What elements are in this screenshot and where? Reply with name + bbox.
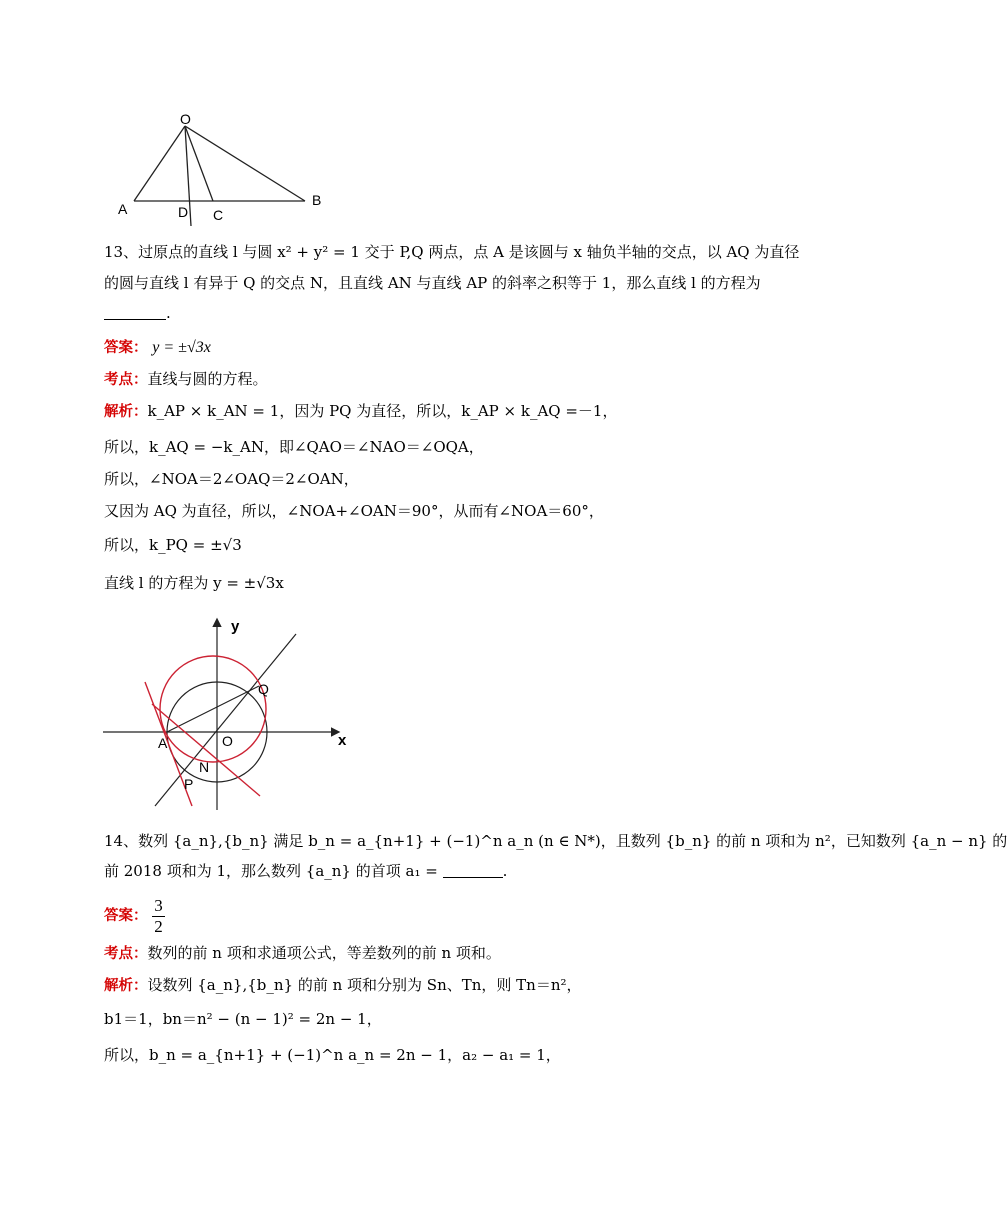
q14-step2: b1＝1，bn＝n² − (n − 1)² = 2n − 1， — [104, 1010, 382, 1028]
topic-label: 考点： — [104, 372, 148, 388]
q13-topic-row — [104, 368, 268, 391]
segment-aq — [167, 686, 259, 732]
circle-figure — [100, 610, 360, 814]
q13-step6: 直线 l 的方程为 y = ±√3x — [104, 574, 284, 592]
segment-ob — [185, 126, 305, 201]
q13-answer: y = ±√3x — [152, 339, 211, 356]
fraction-numerator: 3 — [154, 895, 163, 915]
answer-label: 答案： — [104, 908, 148, 924]
q14-answer-row — [104, 892, 165, 939]
label-y: y — [231, 618, 240, 635]
red-line-2 — [152, 704, 260, 796]
label-b: B — [312, 192, 322, 208]
analysis-label: 解析： — [104, 404, 148, 420]
analysis-label: 解析： — [104, 978, 148, 994]
label-a: A — [118, 201, 128, 217]
label-c: C — [213, 207, 224, 223]
q13-step2: 所以，k_AQ = −k_AN，即∠QAO＝∠NAO＝∠OQA， — [104, 438, 484, 456]
segment-oa — [134, 126, 185, 201]
q13-topic: 直线与圆的方程。 — [147, 370, 268, 388]
q13-answer-row — [104, 336, 211, 359]
answer-blank — [443, 863, 503, 878]
label-o: O — [180, 111, 191, 127]
label-a: A — [158, 735, 168, 751]
q14-line2-end: . — [502, 862, 508, 880]
q13-step5: 所以，k_PQ = ±√3 — [104, 536, 242, 554]
label-d: D — [178, 204, 189, 220]
q13-step1: k_AP × k_AN = 1，因为 PQ 为直径，所以，k_AP × k_AQ =－1， — [147, 402, 618, 420]
q13-step3: 所以，∠NOA＝2∠OAQ＝2∠OAN， — [104, 470, 359, 488]
q14-step3: 所以，b_n = a_{n+1} + (−1)^n a_n = 2n − 1，a₂ − a₁ = 1， — [104, 1046, 561, 1064]
label-q: Q — [258, 681, 269, 697]
q13-line3 — [104, 302, 171, 324]
q13-line2: 的圆与直线 l 有异于 Q 的交点 N，且直线 AN 与直线 AP 的斜率之积等于 1，那么直线 l 的方程为 — [104, 274, 761, 292]
q13-step4: 又因为 AQ 为直径，所以，∠NOA+∠OAN＝90°，从而有∠NOA＝60°， — [104, 502, 604, 520]
q14-line2 — [104, 860, 507, 882]
q13-line3-end: . — [166, 304, 171, 322]
q13-line1: 13、过原点的直线 l 与圆 x² + y² = 1 交于 P,Q 两点，点 A 是该圆与 x 轴负半轴的交点，以 AQ 为直径 — [104, 243, 800, 261]
q14-analysis-row — [104, 974, 582, 997]
q14-topic: 数列的前 n 项和求通项公式，等差数列的前 n 项和。 — [147, 944, 501, 962]
label-o: O — [222, 733, 233, 749]
label-x: x — [338, 732, 347, 749]
triangle-figure — [110, 108, 330, 230]
answer-label: 答案： — [104, 340, 148, 356]
line-l — [155, 634, 296, 806]
q14-topic-row — [104, 942, 501, 965]
q13-analysis-row — [104, 400, 617, 423]
topic-label: 考点： — [104, 946, 148, 962]
label-p: P — [184, 776, 194, 792]
answer-blank — [104, 305, 166, 320]
q14-line2-text: 前 2018 项和为 1，那么数列 {a_n} 的首项 a₁ = — [104, 862, 438, 880]
fraction-denominator: 2 — [154, 916, 163, 936]
q14-step1: 设数列 {a_n},{b_n} 的前 n 项和分别为 Sn、Tn，则 Tn＝n²， — [147, 976, 582, 994]
q14-answer-fraction — [152, 896, 165, 937]
label-n: N — [199, 759, 210, 775]
q14-line1: 14、数列 {a_n},{b_n} 满足 b_n = a_{n+1} + (−1)^n a_n (n ∈ N*)，且数列 {b_n} 的前 n 项和为 n²，已知数列 {a_n − n} 的 — [104, 832, 1007, 850]
